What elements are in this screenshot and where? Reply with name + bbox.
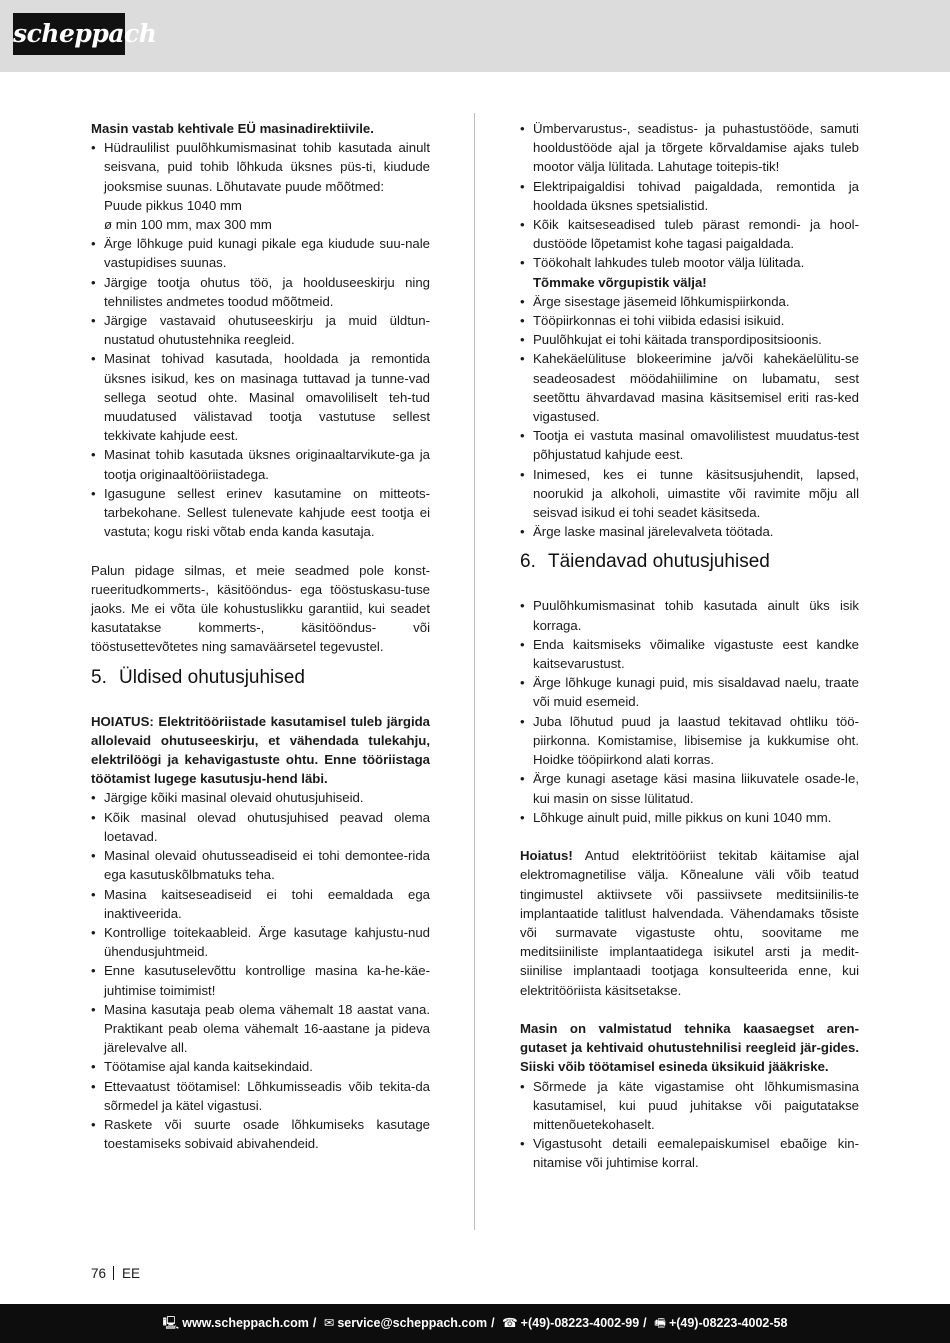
list-item: • Masina kaitseseadiseid ei tohi eemaldada ega inaktiveerida. (91, 885, 430, 923)
list-item: • Sõrmede ja käte vigastamise oht lõhkumismasina kasutamisel, kui puud juhitakse või paigutatakse mittenõuetekohaselt. (520, 1077, 859, 1135)
list-item: • Vigastusoht detaili eemalepaiskumisel ebaõige kin-nitamise või juhtimise korral. (520, 1134, 859, 1172)
right-column (520, 119, 859, 1173)
list-item: • Masinat tohivad kasutada, hooldada ja remontida üksnes isikud, kes on masinaga tuttavad ja tunne-vad sellega seotud ohte. Masinal omavoliliselt teh-tud muudatused välistavad tootja vastutuse sellest tekkivate kahjude eest. (91, 349, 430, 445)
list-item: • Masina kasutaja peab olema vähemalt 18 aastat vana. Praktikant peab olema vähemalt 16-aastane ja pideva järelevalve all. (91, 1000, 430, 1058)
list-item: • Ümbervarustus-, seadistus- ja puhastustööde, samuti hooldustööde ajal ja tõrgete kõrvaldamise ajaks tuleb mootor välja lülitada. Lahutage toitepis-tik! (520, 119, 859, 177)
website-link[interactable]: www.scheppach.com (182, 1316, 309, 1330)
section-6-list (520, 596, 859, 826)
dimension-diameter: ø min 100 mm, max 300 mm (104, 217, 272, 233)
computer-icon: 🖳 (162, 1316, 180, 1330)
section-5-list (91, 788, 430, 1153)
contact-bar: 🖳 www.scheppach.com / ✉ service@scheppach.com / ☎ +(49)-08223-4002-99 / 🖷 +(49)-08223-4002-58 (0, 1304, 950, 1343)
left-column (91, 119, 430, 1153)
list-item: • Töötamise ajal kanda kaitsekindaid. (91, 1057, 430, 1076)
language-code: EE (122, 1266, 141, 1281)
list-item: • Masinal olevaid ohutusseadiseid ei tohi demontee-rida ega kasutuskõlbmatuks teha. (91, 846, 430, 884)
page-footer (91, 1264, 140, 1283)
list-item: • Inimesed, kes ei tunne käsitsusjuhendit, lapsed, noorukid ja alkoholi, uimastite või ravimite mõju all seisvad isikud ei tohi seadet käsitseda. (520, 465, 859, 523)
list-item: • Lõhkuge ainult puid, mille pikkus on kuni 1040 mm. (520, 808, 859, 827)
residual-risk-list (520, 1077, 859, 1173)
list-item: • Ärge lõhkuge puid kunagi pikale ega kiudude suu-nale vastupidises suunas. (91, 234, 430, 272)
directive-heading: Masin vastab kehtivale EÜ masinadirektiivile. (91, 121, 374, 136)
list-item: • Hüdraulilist puulõhkumismasinat tohib kasutada ainult seisvana, puid tohib lõhkuda üksnes püs-ti, kiudude jooksmise suunas. Lõhutavate puude mõõtmed: Puude pikkus 1040 mm ø min 100 mm, max 300 mm (91, 138, 430, 234)
phone-number[interactable]: +(49)-08223-4002-99 (520, 1316, 640, 1330)
list-item: • Enne kasutuselevõttu kontrollige masina ka-he-käe-juhtimise toimimist! (91, 961, 430, 999)
list-item: • Masinat tohib kasutada üksnes originaaltarvikute-ga ja tootja originaaltööriistadega. (91, 445, 430, 483)
list-item: • Järgige kõiki masinal olevaid ohutusjuhiseid. (91, 788, 430, 807)
list-item: • Puulõhkujat ei tohi käitada transpordipositsioonis. (520, 330, 859, 349)
list-item: • Juba lõhutud puud ja laastud tekitavad ohtliku töö-piirkonna. Komistamise, libisemise ja kukkumise oht. Hoidke tööpiirkond alati korras. (520, 712, 859, 770)
list-item: • Enda kaitsmiseks võimalike vigastuste eest kandke kaitsevarustust. (520, 635, 859, 673)
emf-warning-paragraph: Hoiatus! Antud elektritööriist tekitab käitamise ajal elektromagnetilise välja. Kõnealune väli võib teatud tingimustel aktiivsete või passiivsete meditsiinilis-te implantaatide talitlust halvendada. Vähendamaks tõsiste või surmavate vigastuste ohtu, soovitame me meditsiiniliste implantaatidega isikutel arsti ja medit-siinilise implantaadi tootjaga konsulteerida enne, kui elektritööriista käsitsetakse. (520, 848, 859, 998)
list-item: • Ärge sisestage jäsemeid lõhkumispiirkonda. (520, 292, 859, 311)
list-item: • Töökohalt lahkudes tuleb mootor välja lülitada. Tõmmake võrgupistik välja! (520, 253, 859, 291)
list-item: • Kahekäelülituse blokeerimine ja/või kahekäelülitu-se seadeosadest möödahiilimine on lubamatu, sest seetõttu ähvardavad masina käsitsemisel eriti ras-ked vigastused. (520, 349, 859, 426)
unplug-instruction: Tõmmake võrgupistik välja! (533, 274, 707, 290)
header-band (0, 0, 950, 72)
safety-list-a (520, 119, 859, 292)
mail-icon: ✉ (323, 1316, 335, 1330)
list-item: • Elektripaigaldisi tohivad paigaldada, remontida ja hooldada üksnes spetsialistid. (520, 177, 859, 215)
list-item: • Järgige vastavaid ohutuseeskirju ja muid üldtun-nustatud ohutustehnika reegleid. (91, 311, 430, 349)
dimension-length: Puude pikkus 1040 mm (104, 197, 242, 213)
list-item: • Raskete või suurte osade lõhkumiseks kasutage toestamiseks sobivaid abivahendeid. (91, 1115, 430, 1153)
intro-list (91, 138, 430, 541)
list-item: • Kontrollige toitekaableid. Ärge kasutage kahjustu-nud ühendusjuhtmeid. (91, 923, 430, 961)
commercial-use-notice: Palun pidage silmas, et meie seadmed pole konst-rueeritudkommerts-, käsitööndus- ega tööstuskasu-tuse jaoks. Me ei võta üle kohustuslikku garantiid, kui seadet kasutatakse kommerts-, käsitööndus- või tööstusettevõtetes ning samaväärsetel tegevustel. (91, 562, 430, 655)
section-5-heading: 5. Üldised ohutusjuhised (91, 666, 305, 688)
section-6-heading: 6. Täiendavad ohutusjuhised (520, 551, 770, 573)
fax-number: +(49)-08223-4002-58 (668, 1316, 788, 1330)
list-item: • Igasugune sellest erinev kasutamine on mitteots-tarbekohane. Sellest tulenevate kahjude eest tootja ei vastuta; kogu riski võtab enda kanda kasutaja. (91, 484, 430, 542)
list-item: • Kõik masinal olevad ohutusjuhised peavad olema loetavad. (91, 808, 430, 846)
list-item: • Tootja ei vastuta masinal omavolilistest muudatus-test põhjustatud kahjude eest. (520, 426, 859, 464)
email-link[interactable]: service@scheppach.com (337, 1316, 488, 1330)
residual-risk-paragraph: Masin on valmistatud tehnika kaasaegset aren-gutaset ja kehtivaid ohutustehnilisi reegleid jär-gides. Siiski võib töötamisel esineda üksikuid jääkriske. (520, 1020, 859, 1075)
footer-separator (113, 1266, 114, 1280)
list-item: • Ärge laske masinal järelevalveta töötada. (520, 522, 859, 541)
list-item: • Ärge lõhkuge kunagi puid, mis sisaldavad naelu, traate või muid esemeid. (520, 673, 859, 711)
phone-icon: ☎ (502, 1316, 518, 1330)
list-item: • Ettevaatust töötamisel: Lõhkumisseadis võib tekita-da sõrmedel ja kätel vigastusi. (91, 1077, 430, 1115)
warning-paragraph: HOIATUS: Elektritööriistade kasutamisel tuleb järgida allolevaid ohutuseeskirju, et vähendada tulekahju, elektrilöögi ja kehavigastuste ohtu. Enne tööriistaga töötamist lugege kasutusju-hend läbi. (91, 713, 430, 787)
list-item: • Puulõhkumismasinat tohib kasutada ainult üks isik korraga. (520, 596, 859, 634)
list-item: • Kõik kaitseseadised tuleb pärast remondi- ja hool-dustööde lõpetamist kohe tagasi paigaldada. (520, 215, 859, 253)
page-number: 76 (91, 1266, 107, 1281)
list-item: • Tööpiirkonnas ei tohi viibida edasisi isikuid. (520, 311, 859, 330)
safety-list-b (520, 292, 859, 542)
list-item: • Ärge kunagi asetage käsi masina liikuvatele osade-le, kui masin on sisse lülitatud. (520, 769, 859, 807)
fax-icon: 🖷 (654, 1316, 666, 1330)
list-item: • Järgige tootja ohutus töö, ja hoolduseeskirju ning tehnilistes andmetes toodud mõõtmeid. (91, 273, 430, 311)
column-divider (474, 113, 475, 1230)
scheppach-logo: scheppach (13, 13, 125, 55)
